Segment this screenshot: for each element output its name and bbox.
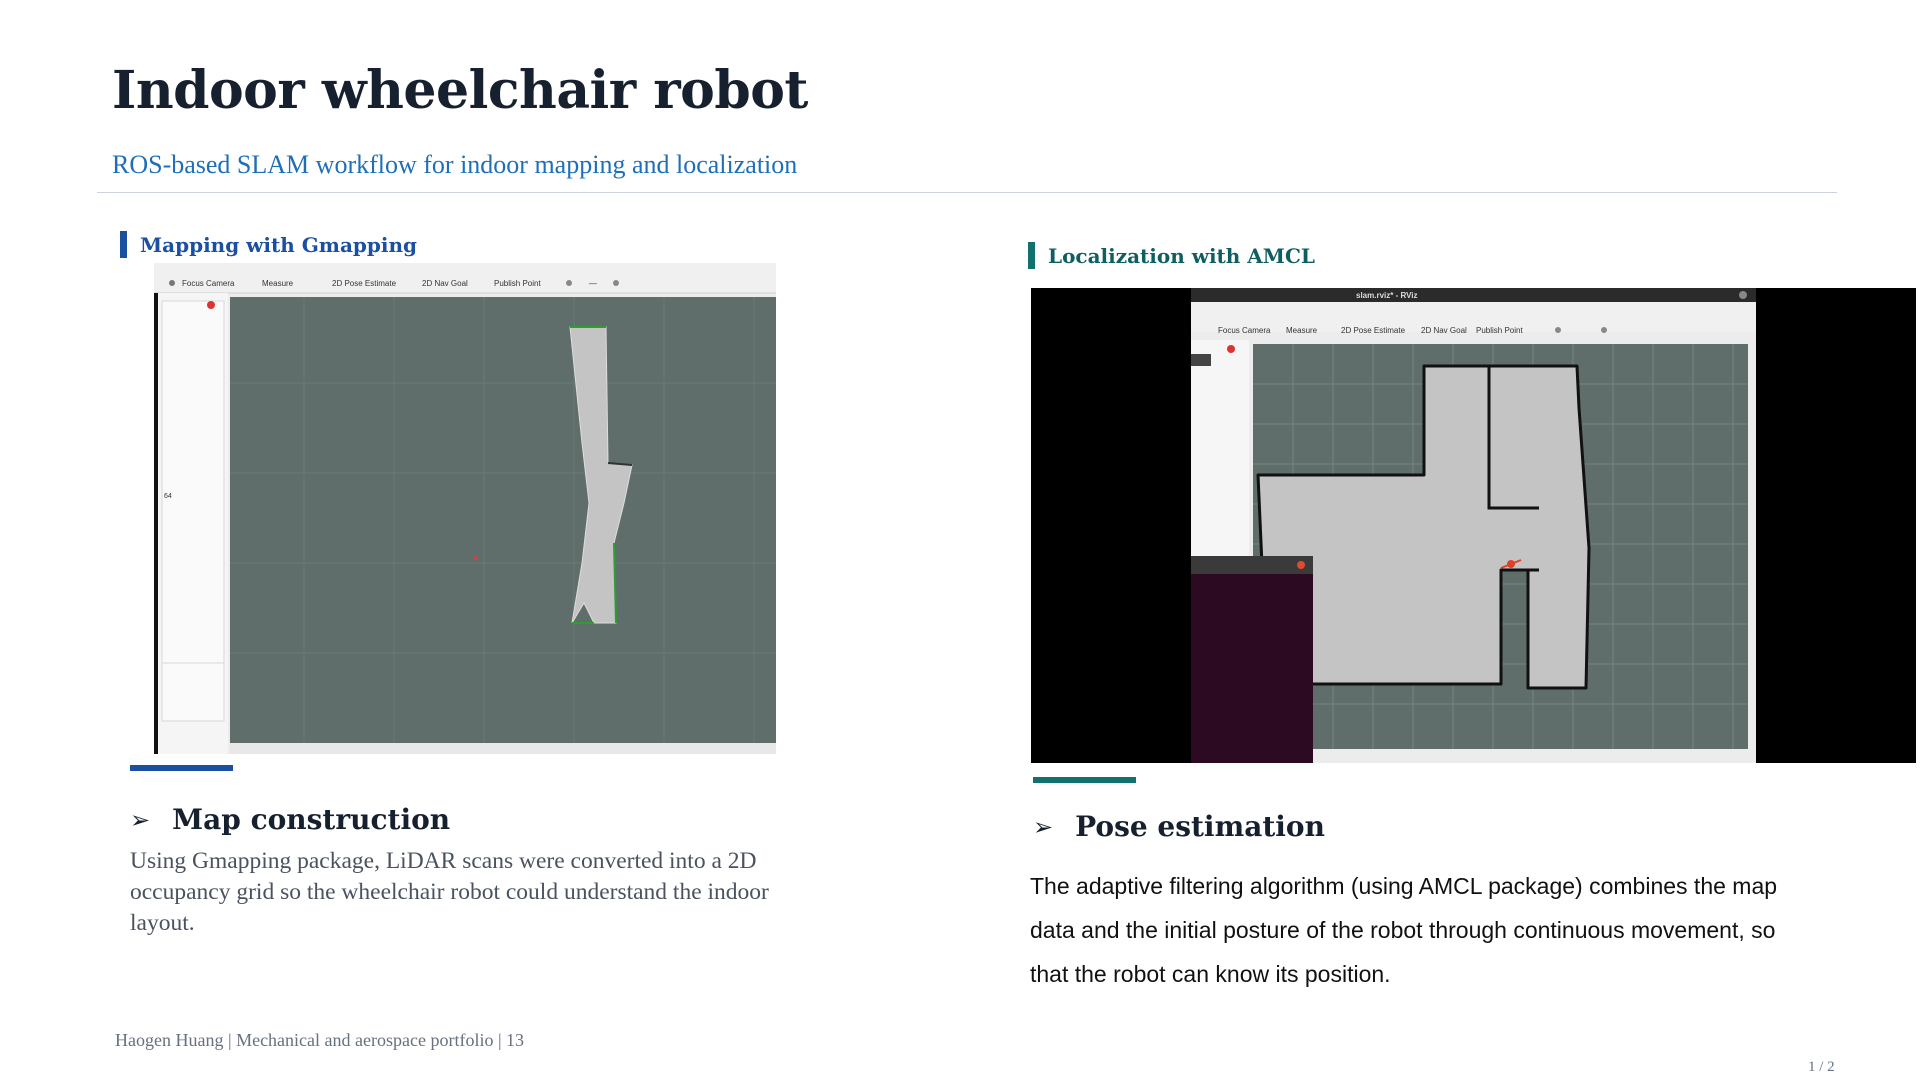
settings-icon <box>613 280 619 286</box>
close-panel-icon[interactable] <box>1227 345 1235 353</box>
arrow-bullet-icon: ➢ <box>130 805 151 834</box>
toolbar-2d-nav-goal[interactable]: 2D Nav Goal <box>422 279 468 288</box>
slide-subtitle: ROS-based SLAM workflow for indoor mapping and localization <box>112 150 798 179</box>
header-divider <box>97 192 1837 193</box>
pose-estimation-heading <box>1033 810 1325 843</box>
toolbar-publish-point[interactable]: Publish Point <box>494 279 541 288</box>
heading-text: Pose estimation <box>1075 810 1325 843</box>
minus-icon: — <box>589 279 597 288</box>
section-label-mapping <box>120 231 417 258</box>
amcl-map-image <box>1031 288 1916 763</box>
toolbar-2d-pose-estimate[interactable]: 2D Pose Estimate <box>332 279 397 288</box>
move-icon <box>1555 327 1561 333</box>
toolbar-measure[interactable]: Measure <box>1286 326 1318 335</box>
section-marker <box>1028 242 1035 269</box>
page-number: 1 / 2 <box>1808 1059 1835 1075</box>
slide-footer: Haogen Huang | Mechanical and aerospace portfolio | 13 <box>115 1030 525 1050</box>
left-accent-line <box>130 765 233 771</box>
sidebar-value: 64 <box>164 493 172 500</box>
rviz-toolbar <box>1218 326 1523 335</box>
toolbar-focus-camera[interactable]: Focus Camera <box>1218 326 1271 335</box>
window-close-icon[interactable] <box>1739 291 1747 299</box>
section-label-localization <box>1028 242 1315 269</box>
overlay-terminal-window <box>1191 556 1313 763</box>
arrow-bullet-icon: ➢ <box>1033 812 1054 841</box>
pose-estimation-description: The adaptive filtering algorithm (using AMCL package) combines the map data and the initial posture of the robot through continuous movement, so that the robot can know its position. <box>1030 873 1778 987</box>
map-construction-heading <box>130 803 450 836</box>
map-construction-description: Using Gmapping package, LiDAR scans were converted into a 2D occupancy grid so the wheelchair robot could understand the indoor layout. <box>130 848 769 936</box>
terminal-close-icon[interactable] <box>1297 561 1305 569</box>
toolbar-2d-nav-goal[interactable]: 2D Nav Goal <box>1421 326 1467 335</box>
toolbar-publish-point[interactable]: Publish Point <box>1476 326 1523 335</box>
slide-title: Indoor wheelchair robot <box>112 60 808 121</box>
robot-origin-marker <box>474 556 478 560</box>
gmapping-map-image <box>154 263 776 754</box>
toolbar-measure[interactable]: Measure <box>262 279 294 288</box>
rviz-window-title: slam.rviz* - RViz <box>1356 291 1418 300</box>
close-panel-icon[interactable] <box>207 301 215 309</box>
amcl-rviz-screenshot <box>1031 288 1916 763</box>
right-accent-line <box>1033 777 1136 783</box>
toolbar-focus-camera[interactable]: Focus Camera <box>182 279 235 288</box>
heading-text: Map construction <box>172 803 451 836</box>
toolbar-2d-pose-estimate[interactable]: 2D Pose Estimate <box>1341 326 1406 335</box>
section-marker <box>120 231 127 258</box>
settings-icon <box>1601 327 1607 333</box>
focus-camera-icon <box>169 280 175 286</box>
move-icon <box>566 280 572 286</box>
section-label-text: Localization with AMCL <box>1048 243 1315 268</box>
gmapping-rviz-screenshot <box>154 263 776 754</box>
section-label-text: Mapping with Gmapping <box>140 232 418 257</box>
